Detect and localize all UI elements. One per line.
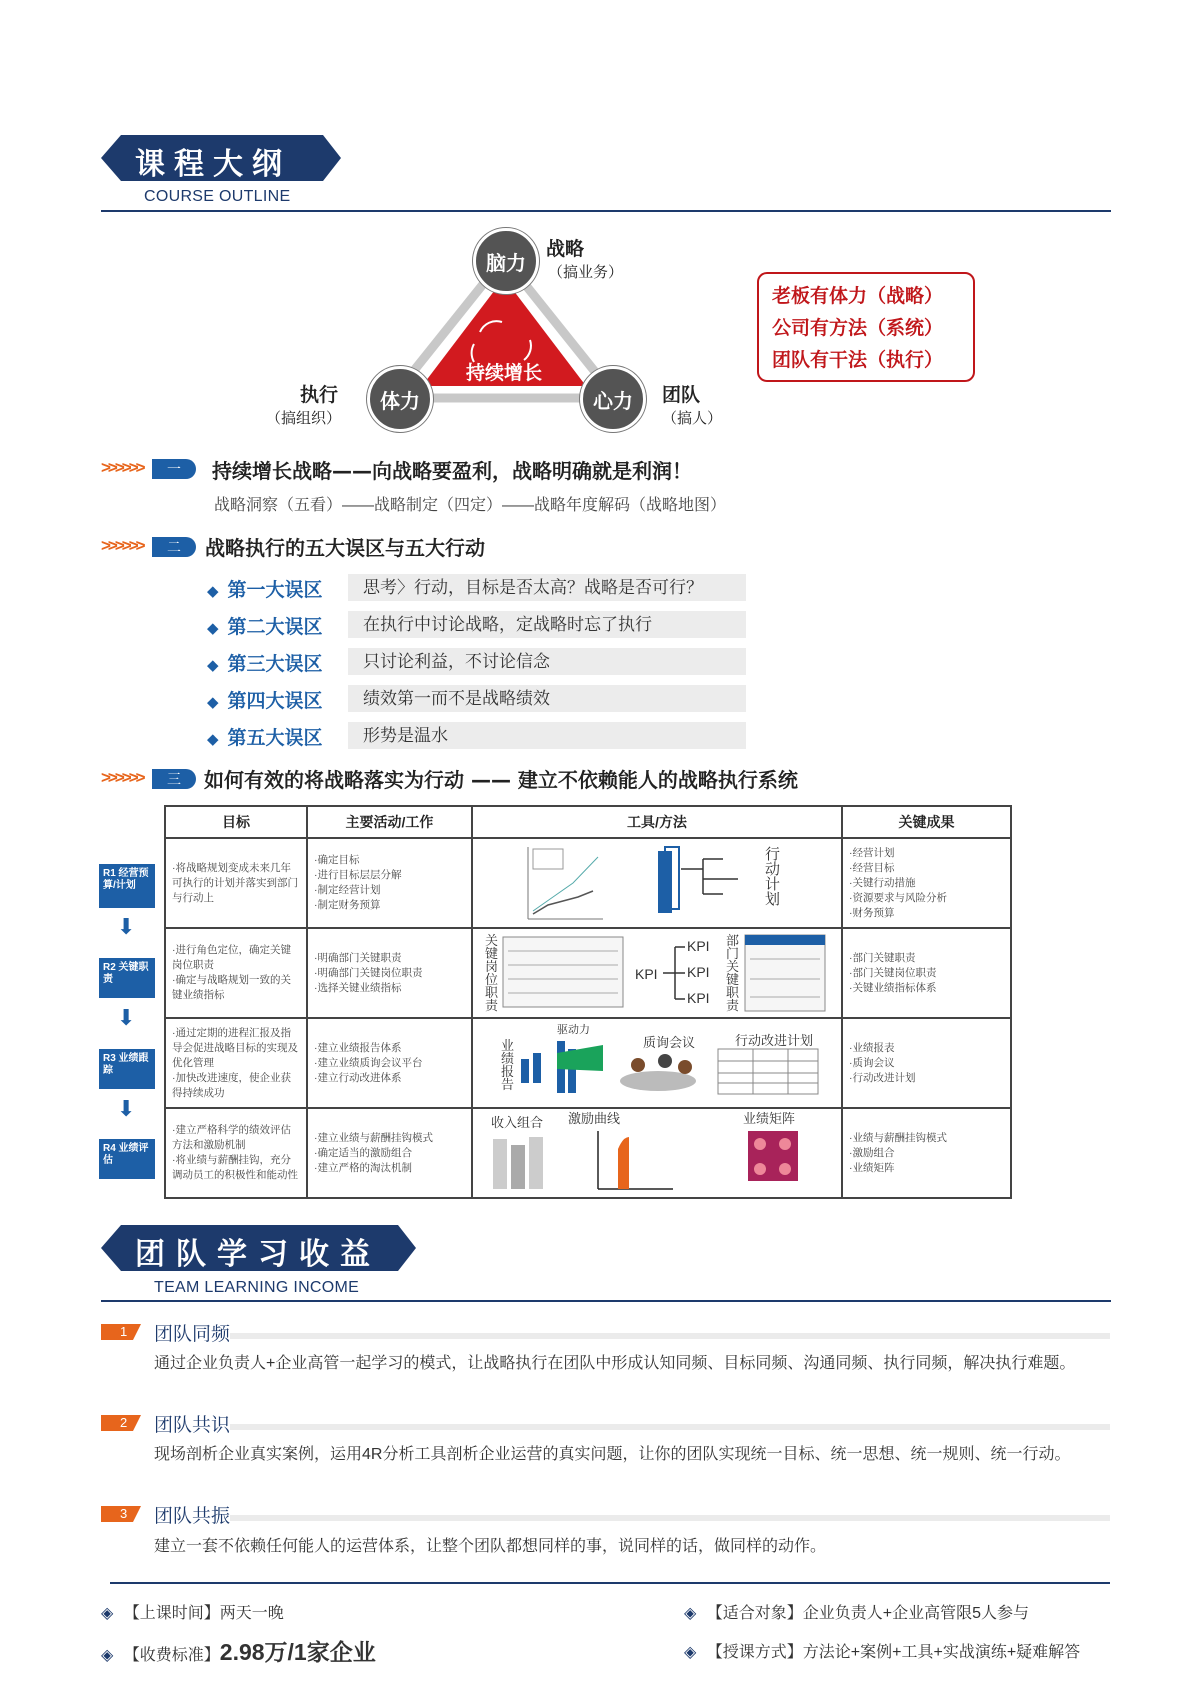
tool-label-action-plan: 行动计划 — [765, 846, 781, 908]
tool-label-dept-duties: 部门关键职责 — [726, 933, 740, 1013]
course-time-value: 两天一晚 — [219, 1605, 284, 1622]
tool-label-kpi: KPI — [687, 964, 710, 980]
tool-label-performance-report: 业绩报告 — [501, 1038, 515, 1092]
result-item: ·质询会议 — [849, 1056, 895, 1069]
results-cell — [842, 838, 1011, 928]
benefit-bar — [230, 1424, 1110, 1430]
r4-tag: R4 业绩评估 — [99, 1139, 155, 1179]
result-item: ·经营计划 — [849, 846, 895, 859]
slogan-box — [757, 272, 975, 382]
activity-item: ·制定经营计划 — [314, 884, 381, 896]
tool-label-improvement-plan: 行动改进计划 — [735, 1033, 814, 1048]
tool-label-kpi: KPI — [687, 990, 710, 1006]
number-badge-text: 3 — [120, 1506, 128, 1521]
arrows-icon: >>>>>> — [101, 768, 143, 787]
table-header: 工具/方法 — [472, 806, 842, 838]
slogan-line: 老板有体力（战略） — [772, 285, 944, 307]
outline-title: 课程大纲 — [135, 147, 291, 182]
label-execution-sub: （搞组织） — [266, 410, 342, 427]
misconception-label: ◆ 第三大误区 — [207, 649, 323, 676]
tool-label-income-mix: 收入组合 — [491, 1115, 544, 1130]
benefit-text: 建立一套不依赖任何能人的运营体系，让整个团队都想同样的事，说同样的话，做同样的动作。 — [154, 1538, 827, 1555]
activity-item: ·确定适当的激励组合 — [314, 1146, 412, 1159]
outline-divider — [101, 210, 1111, 212]
r3-tag: R3 业绩跟踪 — [99, 1049, 155, 1089]
goal-cell: ·进行角色定位，确定关键岗位职责 ·确定与战略规划一致的关键业绩指标 — [165, 928, 307, 1018]
table-row — [165, 1018, 1011, 1108]
slogan-line: 团队有干法（执行） — [772, 349, 944, 371]
activity-item: ·选择关键业绩指标 — [314, 981, 402, 994]
misconception-text: 形势是温水 — [348, 722, 746, 749]
table-row — [165, 838, 1011, 928]
table-header-row — [165, 806, 1011, 838]
section3-title: 如何有效的将战略落实为行动 —— 建立不依赖能人的战略执行系统 — [204, 768, 798, 792]
activity-item: ·建立严格的淘汰机制 — [314, 1161, 412, 1174]
team-divider — [101, 1300, 1111, 1302]
result-item: ·财务预算 — [849, 906, 895, 919]
section-number: 二 — [152, 537, 196, 557]
arrow-down-icon: ⬇ — [117, 914, 136, 939]
course-audience-value: 企业负责人+企业高管限5人参与 — [802, 1605, 1030, 1622]
benefit-title: 团队共振 — [154, 1506, 231, 1527]
tool-label-kpi: KPI — [687, 938, 710, 954]
team-title: 团队学习收益 — [135, 1237, 381, 1272]
tool-label-kpi: KPI — [635, 966, 658, 982]
circle-brain: 脑力 — [473, 228, 539, 294]
triangle-center-label: 持续增长 — [466, 362, 543, 384]
arrow-down-icon: ⬇ — [117, 1005, 136, 1030]
course-audience-label: 【适合对象】 — [706, 1605, 803, 1622]
slogan-line: 公司有方法（系统） — [772, 317, 944, 339]
table-header: 主要活动/工作 — [307, 806, 472, 838]
label-team-sub: （搞人） — [662, 410, 723, 427]
section1-title: 持续增长战略——向战略要盈利，战略明确就是利润！ — [212, 459, 692, 483]
benefit-title: 团队同频 — [154, 1324, 231, 1345]
misconception-label: ◆ 第五大误区 — [207, 723, 323, 750]
circle-body: 体力 — [367, 366, 433, 432]
section2-title: 战略执行的五大误区与五大行动 — [205, 536, 485, 560]
result-item: ·经营目标 — [849, 861, 895, 874]
tool-label-incentive-curve: 激励曲线 — [568, 1111, 621, 1126]
activity-item: ·建立业绩报告体系 — [314, 1041, 402, 1054]
result-item: ·业绩报表 — [849, 1041, 895, 1054]
activity-item: ·进行目标层层分解 — [314, 869, 402, 881]
misconception-label: ◆ 第一大误区 — [207, 575, 323, 602]
goal-cell: ·将战略规划变成未来几年可执行的计划并落实到部门与行动上 — [165, 838, 307, 928]
table-row — [165, 1108, 1011, 1198]
misconception-text: 思考〉行动，目标是否太高？战略是否可行？ — [348, 574, 746, 601]
activity-item: ·制定财务预算 — [314, 899, 381, 911]
label-strategy: 战略 — [546, 238, 585, 260]
activity-item: ·建立行动改进体系 — [314, 1071, 402, 1084]
goal-cell: ·通过定期的进程汇报及指导会促进战略目标的实现及优化管理 ·加快改进速度，使企业获得持续成功 — [165, 1018, 307, 1108]
result-item: ·业绩矩阵 — [849, 1161, 895, 1174]
course-fee — [101, 1634, 376, 1667]
activity-item: ·确定目标 — [314, 854, 360, 866]
benefit-text: 通过企业负责人+企业高管一起学习的模式，让战略执行在团队中形成认知同频、目标同频、沟通同频、执行同频，解决执行难题。 — [154, 1355, 1076, 1372]
misconception-text: 在执行中讨论战略，定战略时忘了执行 — [348, 611, 746, 638]
footer-divider — [110, 1582, 1110, 1584]
team-banner — [101, 1225, 416, 1271]
activity-item: ·建立业绩质询会议平台 — [314, 1056, 423, 1069]
course-fee-value: 2.98万/1家企业 — [219, 1639, 376, 1665]
tools-cell — [472, 1108, 842, 1198]
activities-cell — [307, 928, 472, 1018]
arrow-down-icon: ⬇ — [117, 1096, 136, 1121]
tool-label-key-post-duties: 关键岗位职责 — [485, 933, 499, 1013]
tool-label-performance-matrix: 业绩矩阵 — [743, 1111, 796, 1126]
result-item: ·关键行动措施 — [849, 876, 916, 889]
tools-cell — [472, 1018, 842, 1108]
team-subtitle: TEAM LEARNING INCOME — [154, 1279, 360, 1296]
section-number: 三 — [152, 769, 196, 789]
circle-heart: 心力 — [580, 366, 646, 432]
result-item: ·关键业绩指标体系 — [849, 981, 937, 994]
result-item: ·部门关键岗位职责 — [849, 966, 937, 979]
result-item: ·行动改进计划 — [849, 1071, 916, 1084]
tool-label-inquiry-meeting: 质询会议 — [643, 1035, 696, 1050]
section-number: 一 — [152, 459, 196, 479]
benefit-bar — [230, 1515, 1110, 1521]
course-fee-label: 【收费标准】 — [123, 1647, 220, 1664]
r1-tag: R1 经营预算/计划 — [99, 864, 155, 908]
four-r-table — [164, 805, 1012, 1199]
activities-cell — [307, 1108, 472, 1198]
arrows-icon: >>>>>> — [101, 536, 143, 555]
tools-cell — [472, 838, 842, 928]
activity-item: ·明确部门关键岗位职责 — [314, 966, 423, 979]
table-row — [165, 928, 1011, 1018]
tools-cell — [472, 928, 842, 1018]
table-header: 关键成果 — [842, 806, 1011, 838]
result-item: ·部门关键职责 — [849, 951, 916, 964]
misconception-label: ◆ 第四大误区 — [207, 686, 323, 713]
table-header: 目标 — [165, 806, 307, 838]
budget-chart-thumbnail — [473, 839, 839, 927]
course-method — [684, 1639, 1080, 1662]
misconception-label: ◆ 第二大误区 — [207, 612, 323, 639]
benefit-text: 现场剖析企业真实案例，运用4R分析工具剖析企业运营的真实问题，让你的团队实现统一目标、统一思想、统一规则、统一行动。 — [154, 1446, 1071, 1463]
benefit-bar — [230, 1333, 1110, 1339]
outline-banner — [101, 135, 341, 181]
result-item: ·激励组合 — [849, 1146, 895, 1159]
results-cell — [842, 928, 1011, 1018]
arrows-icon: >>>>>> — [101, 458, 143, 477]
course-time — [101, 1600, 284, 1623]
activities-cell — [307, 1018, 472, 1108]
section1-subtitle: 战略洞察（五看）——战略制定（四定）——战略年度解码（战略地图） — [214, 497, 727, 514]
course-audience — [684, 1600, 1029, 1623]
activity-item: ·明确部门关键职责 — [314, 951, 402, 964]
r2-tag: R2 关键职责 — [99, 958, 155, 998]
number-badge-text: 2 — [120, 1415, 128, 1430]
misconception-text: 只讨论利益，不讨论信念 — [348, 648, 746, 675]
results-cell — [842, 1018, 1011, 1108]
label-team: 团队 — [662, 384, 701, 406]
label-strategy-sub: （搞业务） — [548, 264, 624, 281]
goal-cell: ·建立严格科学的绩效评估方法和激励机制 ·将业绩与薪酬挂钩，充分调动员工的积极性和能动性 — [165, 1108, 307, 1198]
outline-subtitle: COURSE OUTLINE — [144, 188, 291, 205]
result-item: ·业绩与薪酬挂钩模式 — [849, 1131, 947, 1144]
label-execution: 执行 — [300, 384, 339, 406]
activity-item: ·建立业绩与薪酬挂钩模式 — [314, 1131, 433, 1144]
course-time-label: 【上课时间】 — [123, 1605, 220, 1622]
activities-cell — [307, 838, 472, 928]
tool-label-driving-force: 驱动力 — [557, 1024, 590, 1036]
number-badge-text: 1 — [120, 1324, 128, 1339]
results-cell — [842, 1108, 1011, 1198]
course-method-value: 方法论+案例+工具+实战演练+疑难解答 — [802, 1644, 1081, 1661]
benefit-title: 团队共识 — [154, 1415, 231, 1436]
misconception-text: 绩效第一而不是战略绩效 — [348, 685, 746, 712]
result-item: ·资源要求与风险分析 — [849, 891, 947, 904]
course-method-label: 【授课方式】 — [706, 1644, 803, 1661]
